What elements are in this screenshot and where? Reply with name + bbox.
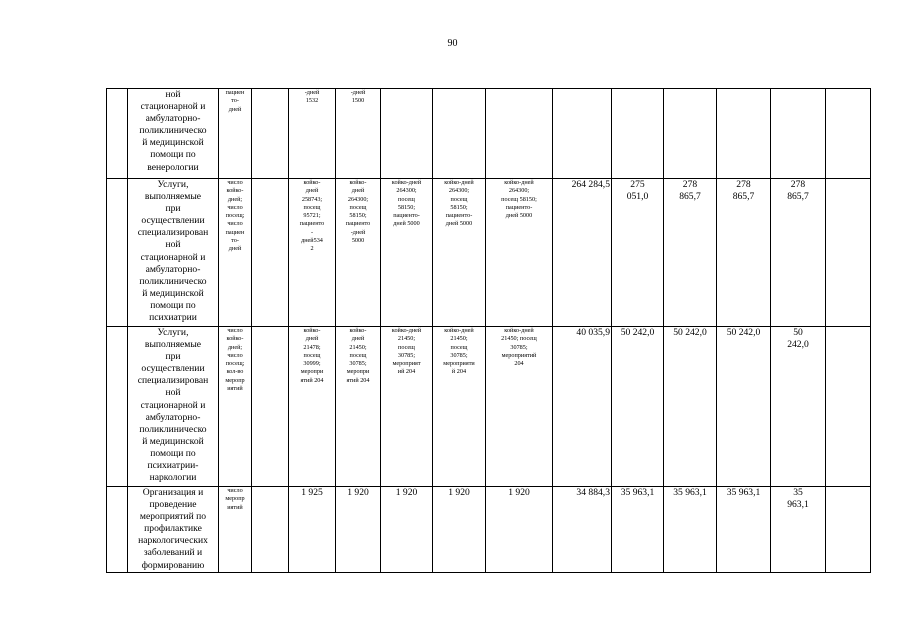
value-2022-cell: койко-дней 21450; посещ 30785; мероприят ий 204	[381, 327, 433, 487]
funding-2020-cell: 34 884,3	[553, 487, 612, 573]
service-name-cell: Услуги, выполняемые при осуществлении специализирован ной стационарной и амбулаторно- поликлиническо й медицинской помощи по психиатрии	[128, 179, 219, 327]
funding-2023-cell: 35 963,1	[717, 487, 771, 573]
funding-2022-cell: 50 242,0	[664, 327, 717, 487]
row-number-cell	[107, 327, 128, 487]
value-2020-cell: -дней 1532	[289, 89, 336, 179]
funding-2021-cell: 275 051,0	[612, 179, 664, 327]
value-2022-cell: 1 920	[381, 487, 433, 573]
value-2021-cell: койко- дней 21450; посещ 30785; меропри ятий 204	[336, 327, 381, 487]
empty-cell	[826, 179, 871, 327]
value-2023-cell: койко-дней 264300; посещ 58150; пациенто- дней 5000	[433, 179, 486, 327]
service-name-cell: Услуги, выполняемые при осуществлении специализирован ной стационарной и амбулаторно- поликлиническо й медицинской помощи по психиатрии- наркологии	[128, 327, 219, 487]
unit-cell: число койко- дней; число посещ; кол-во меропр иятий	[219, 327, 252, 487]
value-2023-cell: койко-дней 21450; посещ 30785; мероприяти й 204	[433, 327, 486, 487]
funding-2020-cell: 264 284,5	[553, 179, 612, 327]
value-2024-cell: койко-дней 264300; посещ 58150; пациенто- дней 5000	[486, 179, 553, 327]
value-2021-cell: 1 920	[336, 487, 381, 573]
funding-2020-cell: 40 035,9	[553, 327, 612, 487]
unit-cell: число койко- дней; число посещ; число пациен то- дней	[219, 179, 252, 327]
value-2019-cell	[252, 327, 289, 487]
funding-2022-cell	[664, 89, 717, 179]
unit-cell: пациен то- дней	[219, 89, 252, 179]
empty-cell	[826, 89, 871, 179]
funding-2023-cell	[717, 89, 771, 179]
table-row	[107, 327, 871, 487]
row-number-cell	[107, 487, 128, 573]
funding-2021-cell: 50 242,0	[612, 327, 664, 487]
funding-2023-cell: 50 242,0	[717, 327, 771, 487]
table-row	[107, 487, 871, 573]
table-row	[107, 179, 871, 327]
value-2020-cell: койко- дней 258743; посещ 95721; пациенто - дней534 2	[289, 179, 336, 327]
row-number-cell	[107, 89, 128, 179]
value-2022-cell: койко-дней 264300; посещ 58150; пациенто- дней 5000	[381, 179, 433, 327]
value-2019-cell	[252, 89, 289, 179]
value-2022-cell	[381, 89, 433, 179]
value-2019-cell	[252, 179, 289, 327]
funding-2022-cell: 278 865,7	[664, 179, 717, 327]
row-number-cell	[107, 179, 128, 327]
value-2020-cell: койко- дней 21478; посещ 30999; меропри ятий 204	[289, 327, 336, 487]
unit-cell: число меропр иятий	[219, 487, 252, 573]
value-2023-cell	[433, 89, 486, 179]
services-table	[106, 88, 871, 573]
service-name-cell: Организация и проведение мероприятий по профилактике наркологических заболеваний и формированию	[128, 487, 219, 573]
funding-2020-cell	[553, 89, 612, 179]
funding-2021-cell: 35 963,1	[612, 487, 664, 573]
funding-2024-cell	[771, 89, 826, 179]
value-2021-cell: -дней 1500	[336, 89, 381, 179]
funding-2023-cell: 278 865,7	[717, 179, 771, 327]
service-name-cell: ной стационарной и амбулаторно- поликлиническо й медицинской помощи по венерологии	[128, 89, 219, 179]
value-2021-cell: койко- дней 264300; посещ 58150; пациенто -дней 5000	[336, 179, 381, 327]
value-2023-cell: 1 920	[433, 487, 486, 573]
empty-cell	[826, 487, 871, 573]
funding-2022-cell: 35 963,1	[664, 487, 717, 573]
value-2024-cell: 1 920	[486, 487, 553, 573]
value-2020-cell: 1 925	[289, 487, 336, 573]
page-number: 90	[447, 38, 458, 49]
value-2024-cell	[486, 89, 553, 179]
value-2024-cell: койко-дней 21450; посещ 30785; мероприятий 204	[486, 327, 553, 487]
empty-cell	[826, 327, 871, 487]
value-2019-cell	[252, 487, 289, 573]
funding-2021-cell	[612, 89, 664, 179]
funding-2024-cell: 35 963,1	[771, 487, 826, 573]
funding-2024-cell: 278 865,7	[771, 179, 826, 327]
funding-2024-cell: 50 242,0	[771, 327, 826, 487]
table-row	[107, 89, 871, 179]
